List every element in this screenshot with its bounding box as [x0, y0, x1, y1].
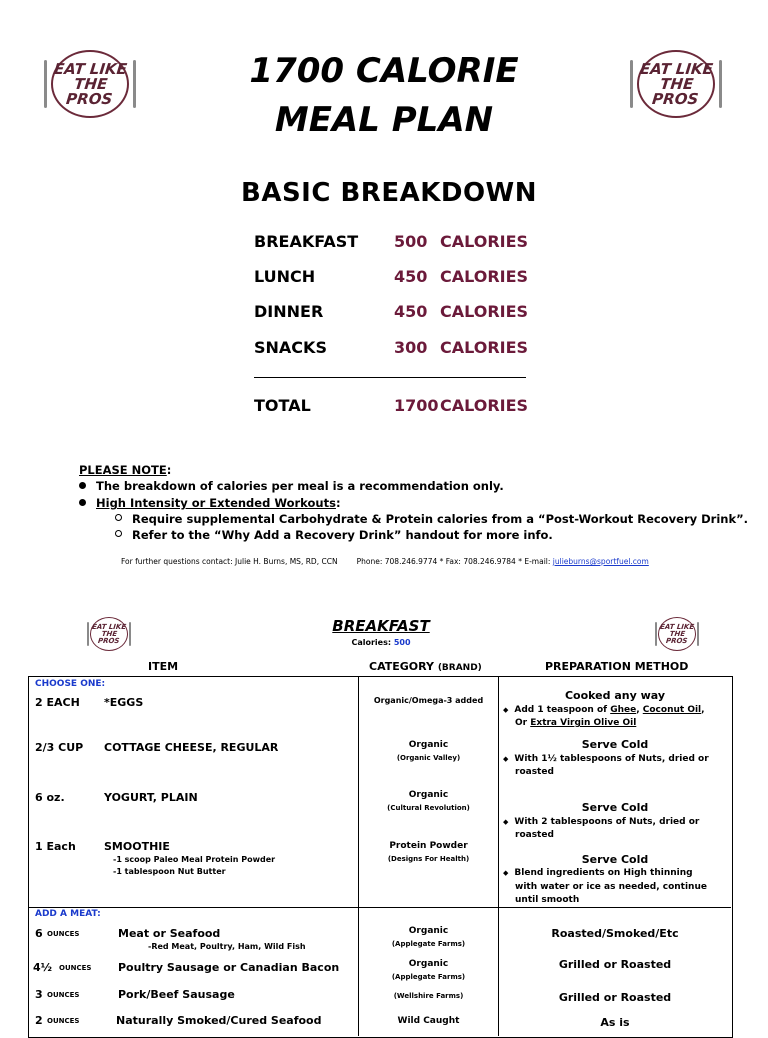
meat-brand: (Applegate Farms) — [391, 940, 466, 948]
table-section-divider — [28, 907, 731, 908]
bullet-dot-icon — [79, 482, 86, 489]
col-category-text: CATEGORY — [369, 660, 434, 673]
logo-text-line1: EAT LIKE — [638, 59, 714, 78]
breakdown-amount: 300 — [394, 338, 428, 357]
logo-text-line1: EAT LIKE — [91, 622, 127, 631]
note-bullet-2-text: High Intensity or Extended Workouts — [96, 496, 336, 510]
breakfast-calories — [0, 638, 762, 647]
breakdown-label: SNACKS — [254, 338, 327, 357]
diamond-bullet-icon: ◆ — [503, 706, 509, 714]
meat-name: Naturally Smoked/Cured Seafood — [116, 1014, 322, 1027]
contact-line — [121, 557, 649, 566]
eggs-prep-pre: Add 1 teaspoon of — [514, 705, 611, 715]
meat-category: Wild Caught — [397, 1016, 460, 1026]
cottage-prep-line2: roasted — [515, 767, 554, 777]
total-unit: CALORIES — [440, 396, 529, 415]
item-brand: (Organic Valley) — [396, 754, 461, 762]
breakfast-calories-value: 500 — [393, 638, 411, 647]
item-brand: (Cultural Revolution) — [387, 804, 470, 812]
meat-name: Meat or Seafood — [118, 927, 221, 940]
item-qty: 2/3 CUP — [35, 741, 84, 754]
meat-qty: 4½ — [33, 961, 53, 974]
item-prep-title: Cooked any way — [564, 689, 666, 702]
smoothie-prep-text: Blend ingredients on High thinning — [514, 868, 693, 878]
meat-unit: OUNCES — [47, 1017, 80, 1025]
item-name: SMOOTHIE — [104, 840, 170, 853]
col-header-item: ITEM — [148, 660, 179, 673]
please-note-colon: : — [166, 463, 172, 477]
page-title — [0, 50, 768, 142]
smoothie-prep-line1 — [503, 868, 693, 878]
logo-text-line1: EAT LIKE — [659, 622, 695, 631]
diamond-bullet-icon: ◆ — [503, 869, 509, 877]
smoothie-sub-2: -1 tablespoon Nut Butter — [113, 867, 226, 876]
title-line2: MEAL PLAN — [274, 100, 494, 140]
logo-text-line1: EAT LIKE — [52, 59, 128, 78]
breakdown-unit: CALORIES — [440, 338, 529, 357]
breakdown-unit: CALORIES — [440, 267, 529, 286]
logo-text-line2: THE PROS — [651, 74, 700, 108]
breakdown-amount: 450 — [394, 302, 428, 321]
col-header-category — [369, 660, 482, 673]
note-sub-bullet-1 — [115, 512, 748, 526]
bullet-circle-icon — [115, 530, 122, 537]
logo-text-line2: THE PROS — [665, 629, 688, 645]
contact-text: For further questions contact: Julie H. Burns, MS, RD, CCN Phone: 708.246.9774 * Fax: 708.246.9784 * E-mail: — [121, 557, 553, 566]
coconut-oil-text: Coconut Oil — [642, 705, 702, 715]
smoothie-prep-line3: until smooth — [515, 895, 580, 905]
bullet-circle-icon — [115, 514, 122, 521]
note-sub-bullet-2 — [115, 528, 553, 542]
total-label: TOTAL — [254, 396, 311, 415]
note-bullet-2 — [79, 496, 341, 510]
diamond-bullet-icon: ◆ — [503, 755, 509, 763]
item-category: Protein Powder — [389, 841, 468, 851]
note-sub-2-text: Refer to the “Why Add a Recovery Drink” handout for more info. — [132, 528, 553, 542]
meat-prep: Grilled or Roasted — [558, 958, 672, 971]
breakdown-unit: CALORIES — [440, 232, 529, 251]
item-qty: 6 oz. — [35, 791, 65, 804]
note-bullet-1 — [79, 479, 504, 493]
total-amount: 1700 — [394, 396, 439, 415]
yogurt-prep-text: With 2 tablespoons of Nuts, dried or — [514, 817, 700, 827]
logo-text-line2: THE PROS — [97, 629, 120, 645]
please-note-label: PLEASE NOTE — [79, 463, 167, 477]
breakdown-label: BREAKFAST — [254, 232, 359, 251]
eggs-prep-line2 — [515, 718, 636, 728]
eggs-prep-comma2: , — [701, 705, 705, 715]
item-category: Organic/Omega-3 added — [373, 696, 484, 705]
item-name: YOGURT, PLAIN — [104, 791, 198, 804]
eggs-prep-or: Or — [515, 718, 531, 728]
evoo-text: Extra Virgin Olive Oil — [530, 718, 637, 728]
ghee-text: Ghee — [610, 705, 637, 715]
breakdown-label: DINNER — [254, 302, 324, 321]
item-brand: (Designs For Health) — [387, 855, 470, 863]
breakfast-title: BREAKFAST — [332, 617, 430, 635]
breakdown-amount: 500 — [394, 232, 428, 251]
note-sub-1-text: Require supplemental Carbohydrate & Protein calories from a “Post-Workout Recovery Drink”. — [132, 512, 749, 526]
meat-qty: 2 — [35, 1014, 43, 1027]
eggs-prep-comma1: , — [636, 705, 643, 715]
choose-one-label: CHOOSE ONE: — [35, 679, 106, 689]
meat-unit: OUNCES — [47, 930, 80, 938]
meat-prep: Grilled or Roasted — [558, 991, 672, 1004]
breakdown-label: LUNCH — [254, 267, 316, 286]
meat-brand: (Applegate Farms) — [391, 973, 466, 981]
note-bullet-2-suffix: : — [335, 496, 341, 510]
item-prep-title: Serve Cold — [581, 801, 649, 814]
col-brand-text: (BRAND) — [437, 663, 482, 673]
item-prep-title: Serve Cold — [581, 853, 649, 866]
cottage-prep-text: With 1½ tablespoons of Nuts, dried or — [514, 754, 709, 764]
item-qty: 1 Each — [35, 840, 76, 853]
smoothie-prep-line2: with water or ice as needed, continue — [515, 882, 707, 892]
logo-text-line2: THE PROS — [65, 74, 114, 108]
item-name: COTTAGE CHEESE, REGULAR — [104, 741, 279, 754]
email-link[interactable]: julieburns@sportfuel.com — [552, 557, 649, 566]
add-meat-label: ADD A MEAT: — [35, 909, 101, 919]
bullet-dot-icon — [79, 499, 86, 506]
meat-prep: As is — [600, 1016, 630, 1029]
meat-unit: OUNCES — [47, 991, 80, 999]
diamond-bullet-icon: ◆ — [503, 818, 509, 826]
item-prep-title: Serve Cold — [581, 738, 649, 751]
yogurt-prep-line2: roasted — [515, 830, 554, 840]
breakdown-amount: 450 — [394, 267, 428, 286]
meat-qty: 3 — [35, 988, 43, 1001]
smoothie-sub-1: -1 scoop Paleo Meal Protein Powder — [113, 855, 276, 864]
breakdown-divider — [254, 377, 526, 378]
meat-name: Poultry Sausage or Canadian Bacon — [118, 961, 340, 974]
item-qty: 2 EACH — [35, 696, 80, 709]
col-header-prep: PREPARATION METHOD — [545, 660, 689, 673]
please-note-heading — [79, 463, 171, 477]
cottage-prep-line1 — [503, 754, 709, 764]
meat-name: Pork/Beef Sausage — [118, 988, 235, 1001]
meat-category: Organic — [408, 959, 449, 969]
item-category: Organic — [408, 740, 449, 750]
breakdown-unit: CALORIES — [440, 302, 529, 321]
yogurt-prep-line1 — [503, 817, 699, 827]
item-category: Organic — [408, 790, 449, 800]
meat-unit: OUNCES — [59, 964, 92, 972]
breakfast-calories-label: Calories: — [351, 638, 394, 647]
meat-category: Organic — [408, 926, 449, 936]
eggs-prep-line1 — [503, 705, 705, 715]
meat-prep: Roasted/Smoked/Etc — [551, 927, 679, 940]
basic-breakdown-heading: BASIC BREAKDOWN — [241, 178, 537, 208]
title-line1: 1700 CALORIE — [249, 51, 519, 91]
meat-brand: (Wellshire Farms) — [393, 992, 464, 1000]
meat-qty: 6 — [35, 927, 43, 940]
item-name: *EGGS — [104, 696, 144, 709]
meat-sub: -Red Meat, Poultry, Ham, Wild Fish — [148, 942, 306, 951]
note-bullet-1-text: The breakdown of calories per meal is a recommendation only. — [96, 479, 504, 493]
